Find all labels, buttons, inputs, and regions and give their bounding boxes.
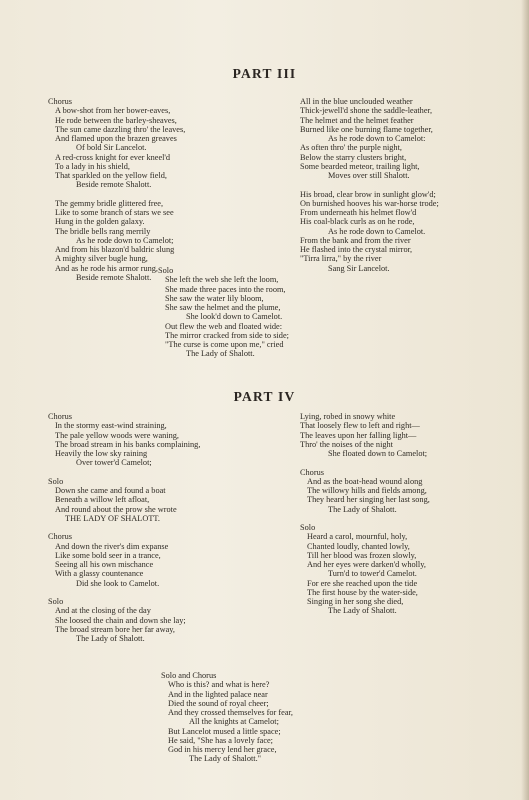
verse-line: Down she came and found a boat <box>55 486 166 495</box>
verse-line: As he rode down to Camelot. <box>328 226 426 236</box>
verse-line: From underneath his helmet flow'd <box>300 208 417 217</box>
verse-line: And as he rode his armor rung, <box>55 263 158 273</box>
section-label: Solo <box>48 597 64 606</box>
section-label: Chorus <box>48 97 72 106</box>
verse-line: He flashed into the crystal mirror, <box>300 245 413 254</box>
verse-line: Heard a carol, mournful, holy, <box>307 532 408 542</box>
verse-line: The willowy hills and fields among, <box>307 486 427 495</box>
verse-line: And her eyes were darken'd wholly, <box>307 560 426 569</box>
verse-line: He rode between the barley-sheaves, <box>55 115 177 125</box>
verse-line: And round about the prow she wrote <box>55 504 177 514</box>
verse-block <box>158 266 398 359</box>
verse-line: And as the boat-head wound along <box>307 476 423 486</box>
verse-line: Thick-jewell'd shone the saddle-leather, <box>300 106 433 116</box>
verse-line: She loosed the chain and down she lay; <box>55 615 186 625</box>
verse-line: That loosely flew to left and right— <box>300 421 420 431</box>
verse-line: All in the blue unclouded weather <box>300 97 413 106</box>
verse-line: Some bearded meteor, trailing light, <box>300 161 420 171</box>
verse-line: Till her blood was frozen slowly, <box>307 550 417 560</box>
verse-line: From the bank and from the river <box>300 235 411 245</box>
verse-line: As he rode down to Camelot; <box>76 235 174 245</box>
section-label: Solo <box>158 266 174 275</box>
verse-line: The broad stream bore her far away, <box>55 624 175 634</box>
verse-line: A red-cross knight for ever kneel'd <box>55 152 171 162</box>
part-iv-heading: PART IV <box>233 389 296 404</box>
verse-block <box>300 468 520 514</box>
verse-line: Out flew the web and floated wide: <box>165 321 283 331</box>
verse-line: His broad, clear brow in sunlight glow'd; <box>300 189 436 199</box>
section-label: Solo and Chorus <box>161 671 217 680</box>
verse-line: She floated down to Camelot; <box>328 449 428 458</box>
part-iii-left-column <box>48 97 288 291</box>
verse-line: THE LADY OF SHALOTT. <box>65 513 160 523</box>
section-label: Solo <box>300 523 316 532</box>
verse-line: The pale yellow woods were waning, <box>55 430 179 440</box>
verse-line: For ere she reached upon the tide <box>307 578 418 588</box>
verse-line: She left the web she left the loom, <box>165 275 279 285</box>
verse-line: The Lady of Shalott. <box>328 504 397 514</box>
verse-line: As he rode down to Camelot: <box>328 134 426 143</box>
verse-line: In the stormy east-wind straining, <box>55 421 167 431</box>
section-label: Chorus <box>300 467 324 477</box>
verse-line: And flamed upon the brazen greaves <box>55 134 177 143</box>
verse-line: And in the lighted palace near <box>168 689 268 699</box>
verse-line: As often thro' the purple night, <box>300 143 402 153</box>
part-iv-right-column <box>300 412 520 625</box>
verse-line: Died the sound of royal cheer; <box>168 698 269 708</box>
verse-line: The broad stream in his banks complaining, <box>55 439 201 449</box>
verse-line: The mirror cracked from side to side; <box>165 330 289 340</box>
verse-line: Singing in her song she died, <box>307 597 404 606</box>
verse-line: To a lady in his shield, <box>55 161 131 171</box>
verse-line: The leaves upon her falling light— <box>300 430 417 440</box>
verse-line: The helmet and the helmet feather <box>300 115 414 125</box>
verse-line: That sparkled on the yellow field, <box>55 171 167 180</box>
verse-line: The first house by the water-side, <box>307 587 418 597</box>
part-iii-heading: PART III <box>232 66 297 81</box>
section-label: Solo <box>48 476 64 486</box>
part-iv-left-column <box>48 412 288 653</box>
verse-line: Seeing all his own mischance <box>55 560 154 569</box>
verse-line: She made three paces into the room, <box>165 284 286 294</box>
verse-line: He said, "She has a lovely face; <box>168 735 273 745</box>
verse-line: Turn'd to tower'd Camelot. <box>328 569 417 579</box>
verse-line: Chanted loudly, chanted lowly, <box>307 541 410 551</box>
verse-line: They heard her singing her last song, <box>307 495 430 505</box>
verse-line: A bow-shot from her bower-eaves, <box>55 106 171 116</box>
part-iii-right-column <box>300 97 520 282</box>
section-label: Chorus <box>48 532 72 542</box>
verse-line: Hung in the golden galaxy. <box>55 217 145 227</box>
verse-line: Like some bold seer in a trance, <box>55 550 161 560</box>
verse-line: Lying, robed in snowy white <box>300 412 396 421</box>
verse-line: Like to some branch of stars we see <box>55 208 174 217</box>
verse-line: She look'd down to Camelot. <box>186 312 283 322</box>
verse-block <box>300 190 520 273</box>
verse-line: The Lady of Shalott. <box>186 349 255 359</box>
section-label: Chorus <box>48 412 72 421</box>
verse-block <box>48 412 288 468</box>
verse-block <box>300 97 520 180</box>
verse-line: And at the closing of the day <box>55 606 151 616</box>
verse-line: She saw the water lily bloom, <box>165 293 264 303</box>
verse-block <box>300 523 520 616</box>
verse-line: The sun came dazzling thro' the leaves, <box>55 124 186 134</box>
verse-line: Heavily the low sky raining <box>55 449 148 458</box>
verse-line: The Lady of Shalott. <box>328 606 397 616</box>
part-iii-center-column <box>158 266 398 368</box>
verse-block <box>161 671 401 764</box>
part-iv-center-column <box>161 671 401 773</box>
verse-line: Over tower'd Camelot; <box>76 458 152 468</box>
verse-line: And from his blazon'd baldric slung <box>55 245 175 254</box>
verse-line: The Lady of Shalott. <box>76 634 145 643</box>
verse-line: "Tirra lirra," by the river <box>300 254 382 264</box>
verse-block <box>48 97 288 190</box>
verse-line: The bridle bells rang merrily <box>55 226 151 236</box>
verse-block <box>48 477 288 523</box>
verse-line: Did she look to Camelot. <box>76 578 160 588</box>
verse-line: Beneath a willow left afloat, <box>55 495 150 505</box>
verse-line: Burned like one burning flame together, <box>300 124 433 134</box>
verse-block <box>48 597 288 643</box>
verse-line: Thro' the noises of the night <box>300 439 393 449</box>
verse-line: The Lady of Shalott." <box>189 754 262 764</box>
verse-line: She saw the helmet and the plume, <box>165 303 281 312</box>
verse-line: Beside remote Shalott. <box>76 272 152 282</box>
verse-block <box>300 412 520 458</box>
verse-line: And down the river's dim expanse <box>55 541 169 551</box>
verse-line: All the knights at Camelot; <box>189 717 279 727</box>
verse-line: But Lancelot mused a little space; <box>168 726 281 736</box>
verse-line: Below the starry clusters bright, <box>300 152 407 162</box>
verse-line: His coal-black curls as on he rode, <box>300 217 415 227</box>
verse-line: The gemmy bridle glittered free, <box>55 198 164 208</box>
verse-line: Of bold Sir Lancelot. <box>76 143 147 153</box>
verse-line: A mighty silver bugle hung, <box>55 254 148 264</box>
verse-line: Who is this? and what is here? <box>168 680 270 690</box>
verse-line: "The curse is come upon me," cried <box>165 340 284 349</box>
verse-line: God in his mercy lend her grace, <box>168 745 277 754</box>
verse-line: And they crossed themselves for fear, <box>168 708 294 717</box>
verse-line: With a glassy countenance <box>55 569 144 579</box>
verse-line: Beside remote Shalott. <box>76 180 152 190</box>
verse-block <box>48 532 288 588</box>
verse-line: Moves over still Shalott. <box>328 171 410 180</box>
verse-line: On burnished hooves his war-horse trode; <box>300 198 439 208</box>
verse-line: Sang Sir Lancelot. <box>328 263 390 273</box>
